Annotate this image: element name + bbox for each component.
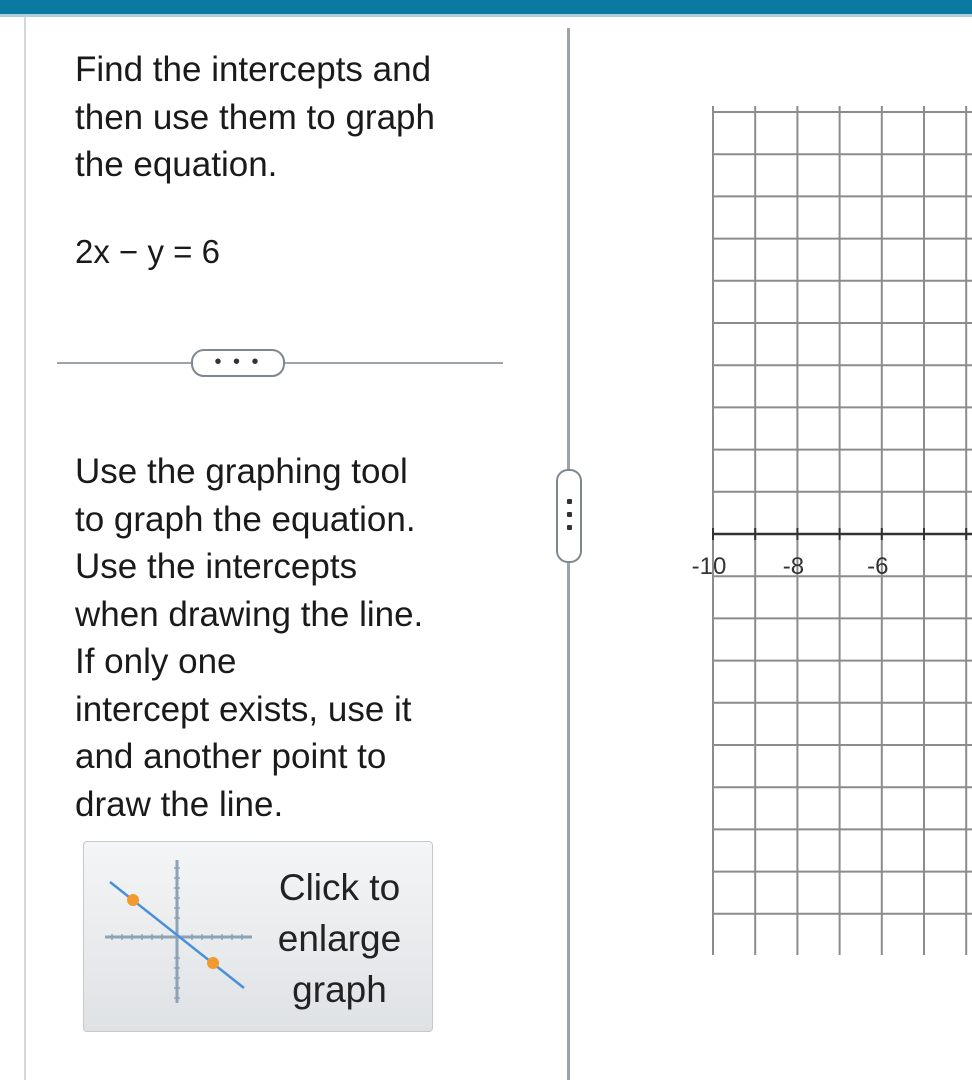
instruction-line: Use the intercepts <box>75 547 358 586</box>
enlarge-label-line: enlarge <box>277 918 402 959</box>
grid-lines <box>713 106 972 955</box>
enlarge-label-line: Click to <box>278 867 401 908</box>
instruction-line: draw the line. <box>75 784 284 824</box>
enlarge-label-line: graph <box>292 969 387 1010</box>
expand-button[interactable]: • • • <box>191 349 285 377</box>
instruction-line: intercept exists, use it <box>75 689 412 729</box>
equation: 2x − y = 6 <box>75 233 220 270</box>
question-line: the equation. <box>75 145 278 184</box>
x-tick-label: -8 <box>782 553 805 580</box>
instruction-line: and another point to <box>75 737 387 776</box>
x-axis <box>713 528 972 540</box>
instruction-line: Use the graphing tool <box>75 452 408 491</box>
question-line: Find the intercepts and <box>75 50 432 89</box>
instruction-line: If only one <box>75 642 237 681</box>
x-tick-label: -6 <box>867 553 889 580</box>
question-line: then use them to graph <box>75 97 435 137</box>
instruction-line: when drawing the line. <box>75 594 424 634</box>
instruction-line: to graph the equation. <box>75 499 416 539</box>
x-tick-label: -10 <box>691 553 727 580</box>
